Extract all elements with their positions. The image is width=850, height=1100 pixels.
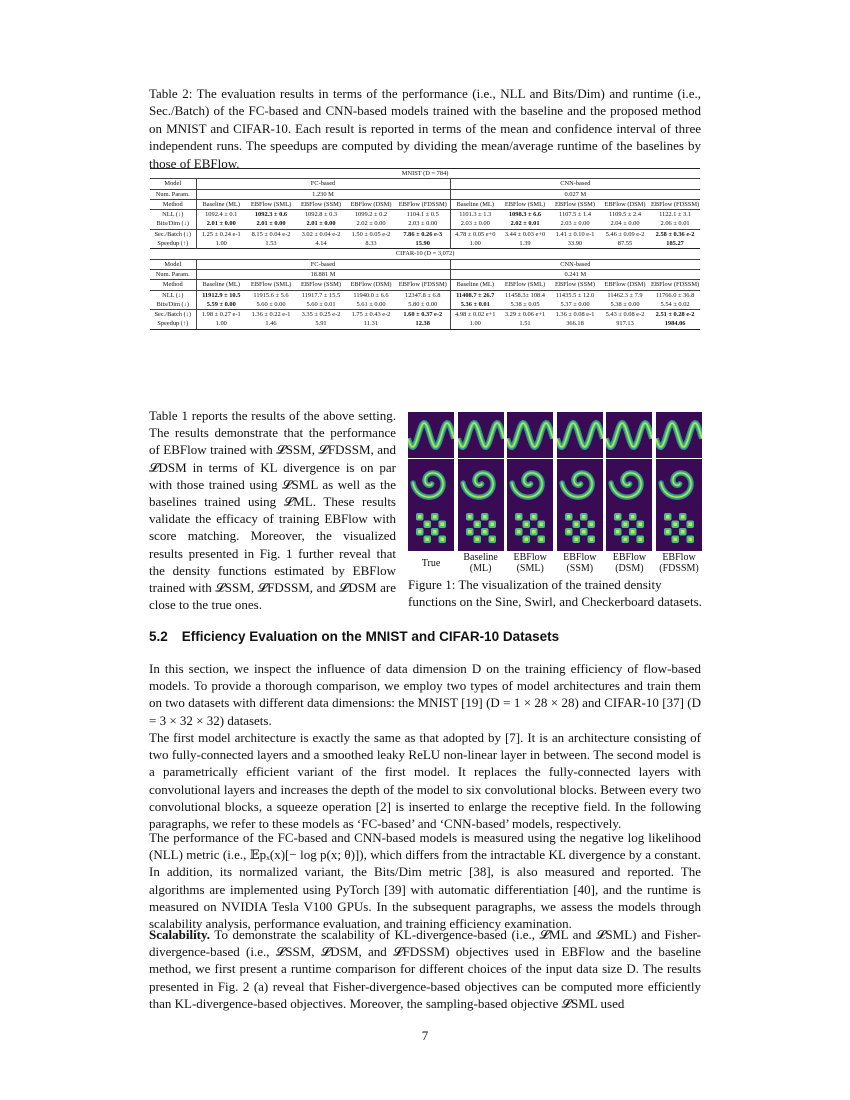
fc-params: 18.881 M [196,269,450,279]
method-cell: EBFlow (SML) [500,280,550,290]
method-cell: EBFlow (SSM) [296,280,346,290]
sine-density-panel [606,412,652,458]
swirl-density-panel [458,459,504,505]
method-row [150,280,700,290]
method-cell: EBFlow (DSM) [600,280,650,290]
density-cell-core [689,538,693,542]
scalability-label: Scalability. [149,927,211,942]
table-cell: 1.60 ± 0.37 e-2 [396,310,450,320]
table-cell: 1.25 ± 0.24 e-1 [196,229,246,239]
params-label: Num. Param. [150,189,196,199]
density-cell-core [574,523,578,527]
checkerboard-density-panel [507,505,553,551]
table-cell: 1.53 [265,240,277,248]
table-cell: 11458.3± 108.4 [500,290,550,300]
table-cell: 11435.5 ± 12.0 [550,290,600,300]
table-cell: 2.58 ± 0.36 e-2 [650,229,700,239]
table-cell: 1104.1 ± 0.5 [396,210,450,220]
body-paragraph [149,729,701,832]
panel-background [507,505,553,551]
sine-density-panel [408,412,454,458]
table-cell: 1.98 ± 0.27 e-1 [196,310,246,320]
density-cell-core [418,515,422,519]
method-cell: EBFlow (FDSSM) [396,199,450,209]
scalability-paragraph [149,926,701,1012]
density-cell-core [433,530,437,534]
fc-params: 1.230 M [196,189,450,199]
sec-label: Sec./Batch (↓) [150,310,196,320]
method-cell: EBFlow (FDSSM) [396,280,450,290]
params-label: Num. Param. [150,269,196,279]
table-cell: 5.80 ± 0.00 [408,300,438,308]
table-cell: 1098.3 ± 6.6 [500,210,550,220]
table-cell: 4.98 ± 0.02 e+1 [450,310,500,320]
density-cell-core [490,538,494,542]
density-cell-core [426,538,430,542]
cnn-header: CNN-based [450,179,700,189]
table-cell: 1101.3 ± 1.3 [450,210,500,220]
scalability-text: To demonstrate the scalability of KL-divergence-based (i.e., 𝓛ML and 𝓛SML) and Fisher-divergence-based (i.e., 𝓛SSM, 𝓛DSM, and 𝓛FDSSM) objectives used in EBFlow and the baseline method, we first present a runtime comparison for different choices of the input data size D. The results presented in Fig. 2 (a) reveal that Fisher-divergence-based objectives can be computed more efficiently than KL-divergence-based objectives. Moreover, the sampling-based objective 𝓛SML used [149,927,701,1011]
table-cell: 3.29 ± 0.06 e+1 [500,310,550,320]
density-cell-core [582,530,586,534]
density-cell-core [616,515,620,519]
density-cell-core [589,523,593,527]
method-cell: Baseline (ML) [450,199,500,209]
sine-density-panel [458,412,504,458]
section-heading [149,629,573,644]
density-cell-core [525,538,529,542]
density-cell-core [616,530,620,534]
table-cell: 2.51 ± 0.28 e-2 [650,310,700,320]
table-cell: 11940.0 ± 6.6 [346,290,396,300]
density-cell-core [582,515,586,519]
density-grid [408,412,702,551]
table-cell: 1107.5 ± 1.4 [550,210,600,220]
table-cell: 4.78 ± 0.05 e+0 [450,229,500,239]
density-cell-core [426,523,430,527]
table-cell: 185.27 [666,240,684,248]
table-cell: 1092.4 ± 0.1 [196,210,246,220]
table-cell: 1.00 [450,239,500,249]
table-cell: 2.01 ± 0.00 [306,220,336,228]
table-cell: 11917.7 ± 15.5 [296,290,346,300]
density-cell-core [681,530,685,534]
method-cell: EBFlow (SML) [246,280,296,290]
table-cell: 1.50 ± 0.05 e-2 [346,229,396,239]
method-cell: EBFlow (SSM) [550,199,600,209]
results-paragraph-text: Table 1 reports the results of the above setting. The results demonstrate that the performance of EBFlow trained with 𝓛SSM, 𝓛FDSSM, and 𝓛DSM in terms of KL divergence is on par with those trained using 𝓛SML as well as the baselines trained using 𝓛ML. These results validate the efficacy of training EBFlow with score matching. Moreover, the visualized results presented in Fig. 1 further reveal that the density functions estimated by EBFlow trained with 𝓛SSM, 𝓛FDSSM, and 𝓛DSM are close to the true ones. [149,408,396,613]
table-cell: 1.39 [519,240,531,248]
figure-column-label: Baseline (ML) [463,552,498,574]
figure-column-label: EBFlow (FDSSM) [659,552,699,574]
density-cell-core [483,530,487,534]
table-row [150,290,700,300]
density-cell-core [418,530,422,534]
swirl-density-panel [656,459,702,505]
density-cell-core [589,538,593,542]
table-cell: 2.03 ± 0.00 [560,220,590,228]
density-cell-core [624,538,628,542]
fc-header: FC-based [196,179,450,189]
checkerboard-density-panel [458,505,504,551]
table-cell: 15.90 [415,240,430,248]
density-cell-core [540,538,544,542]
panel-background [408,505,454,551]
speedup-label: Speedup (↑) [150,319,196,329]
table-cell: 5.38 ± 0.00 [610,300,640,308]
method-row [150,199,700,209]
panel-background [656,505,702,551]
swirl-density-panel [408,459,454,505]
mnist-title: MNIST (D = 784) [150,169,700,179]
bits-label: Bits/Dim (↓) [150,219,196,229]
table-cell: 5.46 ± 0.09 e-2 [600,229,650,239]
table-cell: 2.02 ± 0.01 [510,220,540,228]
table-cell: 33.90 [567,240,583,248]
table-cell: 3.35 ± 0.25 e-2 [296,310,346,320]
table-cell: 12.38 [396,319,450,329]
swirl-density-panel [557,459,603,505]
density-cell-core [681,515,685,519]
table-cell: 5.60 ± 0.01 [306,300,336,308]
checkerboard-density-panel [408,505,454,551]
table-cell: 5.59 ± 0.00 [206,300,236,308]
density-cell-core [532,515,536,519]
table-caption-text: The evaluation results in terms of the performance (i.e., NLL and Bits/Dim) and runtime (i.e., Sec./Batch) of the FC-based and CNN-based models trained with the baseline and the proposed method on MNIST and CIFAR-10. Each result is reported in terms of the mean and confidence interval of three independent runs. The speedups are computed by dividing the mean/average runtime of the baselines by those of EBFlow. [149,86,702,171]
table-row [150,300,700,310]
table-cell: 3.02 ± 0.04 e-2 [296,229,346,239]
table-cell: 5.54 ± 0.02 [660,300,690,308]
table-cell: 5.60 ± 0.00 [256,300,286,308]
table-cell: 2.01 ± 0.00 [256,220,286,228]
method-cell: EBFlow (SSM) [550,280,600,290]
figure-column-labels [408,553,702,577]
method-cell: EBFlow (SSM) [296,199,346,209]
panel-background [458,505,504,551]
table-cell: 1.36 ± 0.08 e-1 [550,310,600,320]
table-cell: 1.00 [196,319,246,329]
method-cell: EBFlow (DSM) [346,280,396,290]
table-cell: 5.37 ± 0.00 [560,300,590,308]
density-cell-core [517,530,521,534]
table-caption [149,85,701,172]
cnn-params: 0.027 M [450,189,700,199]
density-cell-core [631,515,635,519]
density-cell-core [433,515,437,519]
table-cell: 87.55 [617,240,633,248]
table-row [150,219,700,229]
method-cell: EBFlow (FDSSM) [651,281,700,289]
density-cell-core [666,515,670,519]
table-cell: 1122.1 ± 3.1 [650,210,700,220]
speedup-label: Speedup (↑) [150,239,196,249]
results-paragraph [149,407,396,613]
figure-column-label: EBFlow (SML) [513,552,547,574]
table-cell: 5.61 ± 0.00 [356,300,386,308]
table-cell: 1109.5 ± 2.4 [600,210,650,220]
sine-density-panel [507,412,553,458]
table-cell: 11915.6 ± 5.6 [246,290,296,300]
table-row [150,319,700,329]
fc-header: FC-based [196,259,450,269]
sine-density-panel [656,412,702,458]
table-cell: 5.36 ± 0.01 [450,300,500,310]
method-label: Method [150,199,196,209]
density-cell-core [475,523,479,527]
figure-column-label: EBFlow (DSM) [612,552,647,574]
table-cell: 1092.3 ± 0.6 [246,210,296,220]
method-cell: EBFlow (DSM) [346,199,396,209]
density-cell-core [490,523,494,527]
density-figure [408,412,702,551]
density-cell-core [624,523,628,527]
density-cell-core [525,523,529,527]
table-cell: 2.06 ± 0.01 [660,220,690,228]
density-cell-core [475,538,479,542]
density-cell-core [639,523,643,527]
results-table [150,168,700,330]
nll-label: NLL (↓) [150,210,196,220]
method-cell: Baseline (ML) [196,199,246,209]
table-cell: 8.15 ± 0.04 e-2 [246,229,296,239]
method-cell: EBFlow (SML) [500,199,550,209]
density-cell-core [689,523,693,527]
model-label: Model [150,259,196,269]
table-cell: 12347.8 ± 6.8 [396,290,450,300]
table-cell: 2.02 ± 0.00 [356,220,386,228]
method-cell: Baseline (ML) [450,280,500,290]
section-title: Efficiency Evaluation on the MNIST and CIFAR-10 Datasets [181,629,560,644]
model-label: Model [150,179,196,189]
swirl-density-panel [606,459,652,505]
table-cell: 11766.0 ± 36.8 [650,290,700,300]
density-cell-core [540,523,544,527]
table-caption-label: Table 2: [149,86,193,101]
body-paragraph [149,660,701,729]
figure-caption: Figure 1: The visualization of the trained density functions on the Sine, Swirl, and Checkerboard datasets. [408,577,702,609]
method-cell: EBFlow (FDSSM) [651,200,700,208]
density-cell-core [674,538,678,542]
density-cell-core [567,530,571,534]
density-cell-core [517,515,521,519]
table-cell: 2.03 ± 0.00 [450,219,500,229]
density-cell-core [532,530,536,534]
cnn-header: CNN-based [450,259,700,269]
table-cell: 1.41 ± 0.10 e-1 [550,229,600,239]
table-row [150,310,700,320]
table-cell: 2.01 ± 0.00 [206,220,236,228]
density-cell-core [441,538,445,542]
method-cell: EBFlow (SML) [246,199,296,209]
density-cell-core [441,523,445,527]
figure-column-label: EBFlow (SSM) [563,552,597,574]
body-paragraph-text: The first model architecture is exactly the same as that adopted by [7]. It is an architecture consisting of two fully-connected layers and a smoothed leaky ReLU non-linear layer in between. The second model is a parametrically efficient variant of the first model. It replaces the fully-connected layers with convolutional layers and increases the depth of the model to six convolutional blocks. Between every two convolutional blocks, a squeeze operation [2] is inserted to enlarge the receptive field. In the following paragraphs, we refer to these models as ‘FC-based’ and ‘CNN-based’ models, respectively. [149,730,701,832]
table-row [150,229,700,239]
method-cell: EBFlow (DSM) [600,199,650,209]
density-cell-core [468,530,472,534]
sine-density-panel [557,412,603,458]
body-paragraph [149,829,701,932]
table-cell: 2.04 ± 0.00 [610,220,640,228]
table-row [150,210,700,220]
table-cell: 11.31 [346,319,396,329]
density-cell-core [639,538,643,542]
table-cell: 5.38 ± 0.05 [510,300,540,308]
table-cell: 8.33 [365,240,377,248]
checkerboard-density-panel [656,505,702,551]
table-cell: 4.14 [315,240,327,248]
table-cell: 1.51 [500,319,550,329]
table-cell: 5.91 [296,319,346,329]
table-cell: 1099.2 ± 0.2 [346,210,396,220]
table-cell: 5.43 ± 0.08 e-2 [600,310,650,320]
table-cell: 366.18 [550,319,600,329]
density-cell-core [468,515,472,519]
checkerboard-density-panel [606,505,652,551]
sec-label: Sec./Batch (↓) [150,229,196,239]
figure-column-label: True [421,558,441,569]
table-cell: 917.13 [600,319,650,329]
cnn-params: 0.241 M [450,269,700,279]
cifar-title: CIFAR-10 (D = 3,072) [150,249,700,259]
method-cell: Baseline (ML) [196,280,246,290]
section-number: 5.2 [149,629,168,644]
table-cell: 1.00 [215,240,227,248]
bits-label: Bits/Dim (↓) [150,300,196,310]
page-number: 7 [421,1028,429,1043]
density-cell-core [674,523,678,527]
swirl-density-panel [507,459,553,505]
table-cell: 1984.06 [650,319,700,329]
body-paragraph-text: The performance of the FC-based and CNN-based models is measured using the negative log likelihood (NLL) metric (i.e., 𝔼pₓ(x)[− log p(x; θ)]), which differs from the intractable KL divergence by a constant. In addition, its normalized variant, the Bits/Dim metric [38], is also measured and reported. The algorithms are implemented using PyTorch [39] with automatic differentiation [40], and the runtime is measured on NVIDIA Tesla V100 GPUs. In the subsequent paragraphs, we assess the models through scalability analysis, performance evaluation, and training efficiency examination. [149,830,701,932]
table-cell: 11408.7 ± 26.7 [450,290,500,300]
table-cell: 1092.8 ± 0.3 [296,210,346,220]
table-cell: 1.36 ± 0.22 e-1 [246,310,296,320]
density-cell-core [483,515,487,519]
density-cell-core [631,530,635,534]
density-cell-core [567,515,571,519]
checkerboard-density-panel [557,505,603,551]
table-cell: 2.03 ± 0.00 [408,220,438,228]
density-cell-core [574,538,578,542]
body-paragraph-text: In this section, we inspect the influence of data dimension D on the training efficiency of flow-based models. To provide a thorough comparison, we employ two types of model architectures and train them on two datasets with different data dimensions: the MNIST [19] (D = 1 × 28 × 28) and CIFAR-10 [37] (D = 3 × 32 × 32) datasets. [149,661,701,728]
nll-label: NLL (↓) [150,290,196,300]
table-cell: 1.75 ± 0.43 e-2 [346,310,396,320]
panel-background [557,505,603,551]
table-cell: 1.46 [246,319,296,329]
table-cell: 11912.9 ± 10.5 [196,290,246,300]
table-cell: 7.86 ± 0.26 e-3 [396,229,450,239]
table-row [150,239,700,249]
method-label: Method [150,280,196,290]
table-cell: 1.00 [450,319,500,329]
table-cell: 11462.3 ± 7.9 [600,290,650,300]
table-cell: 3.44 ± 0.03 e+0 [500,229,550,239]
panel-background [606,505,652,551]
density-cell-core [666,530,670,534]
